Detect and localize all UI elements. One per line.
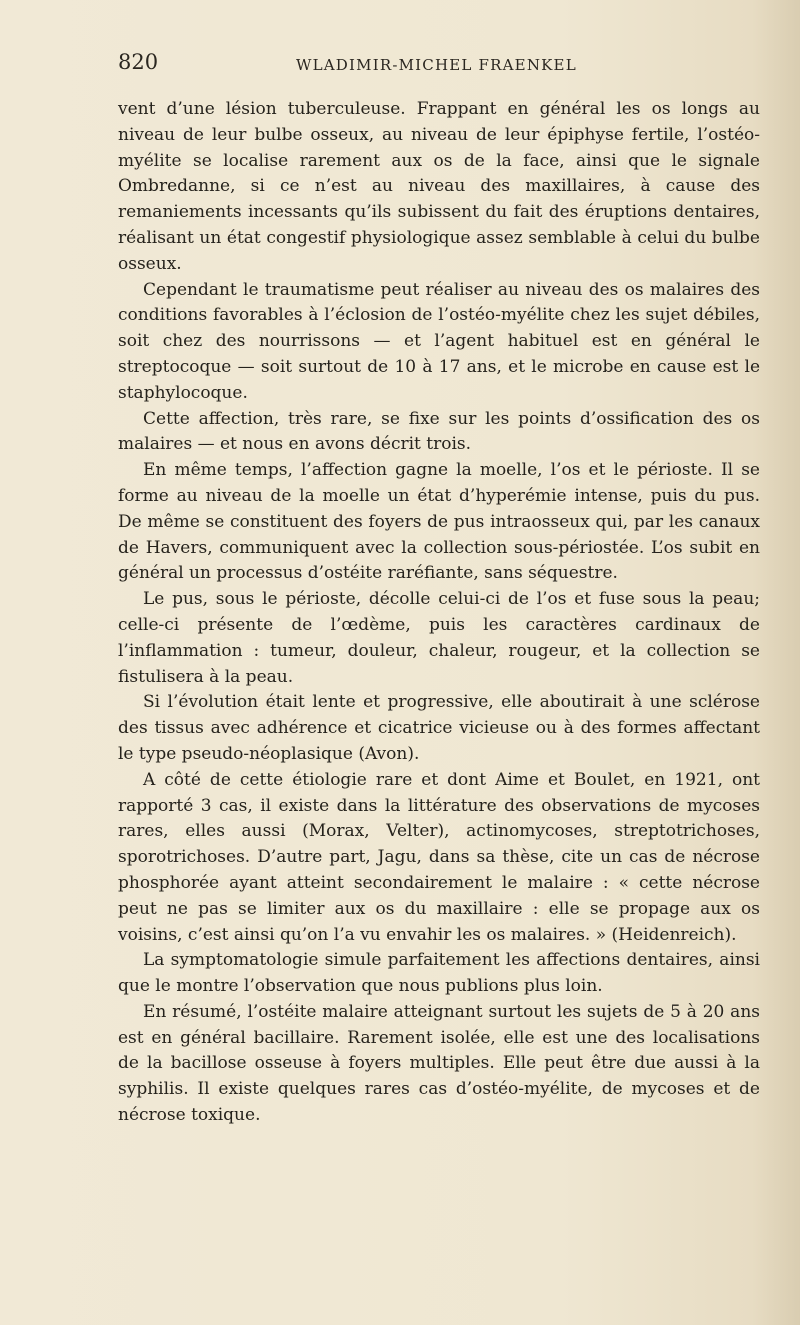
- running-head: WLADIMIR-MICHEL FRAENKEL: [296, 56, 577, 74]
- paragraph: Cette affection, très rare, se fixe sur les points d’ossification des os malaires — et nous en avons décrit trois.: [118, 408, 760, 455]
- paragraph: En même temps, l’affection gagne la moelle, l’os et le périoste. Il se forme au niveau de la moelle un état d’hyperémie intense, puis du pus. De même se constituent des foyers de pus intraosseux qui, par les canaux de Havers, communiquent avec la collection sous-périostée. L’os subit en général un processus d’ostéite raréfiante, sans séquestre.: [118, 460, 760, 584]
- paragraph: Le pus, sous le périoste, décolle celui-ci de l’os et fuse sous la peau; celle-ci présente de l’œdème, puis les caractères cardinaux de l’inflammation : tumeur, douleur, chaleur, rougeur, et la collection se fistulisera à la peau.: [118, 589, 760, 687]
- paragraph: Cependant le traumatisme peut réaliser au niveau des os malaires des conditions favorables à l’éclosion de l’ostéo-myélite chez les sujet débiles, soit chez des nourrissons — et l’agent habituel est en général le streptocoque — soit surtout de 10 à 17 ans, et le microbe en cause est le staphylocoque.: [118, 279, 760, 403]
- page-header: [118, 50, 758, 80]
- paragraph: A côté de cette étiologie rare et dont Aime et Boulet, en 1921, ont rapporté 3 cas, il existe dans la littérature des observations de mycoses rares, elles aussi (Morax, Velter), actinomycoses, streptotrichoses, sporotrichoses. D’autre part, Jagu, dans sa thèse, cite un cas de nécrose phosphorée ayant atteint secondairement le malaire : « cette nécrose peut ne pas se limiter aux os du maxillaire : elle se propage aux os voisins, c’est ainsi qu’on l’a vu envahir les os malaires. » (Heidenreich).: [118, 769, 760, 945]
- paragraph: La symptomatologie simule parfaitement les affections dentaires, ainsi que le montre l’observation que nous publions plus loin.: [118, 950, 760, 997]
- paragraph: Si l’évolution était lente et progressive, elle aboutirait à une sclérose des tissus avec adhérence et cicatrice vicieuse ou à des formes affectant le type pseudo-néoplasique (Avon).: [118, 692, 760, 764]
- body-text: [118, 97, 760, 1129]
- page-number: 820: [118, 50, 159, 74]
- paragraph: vent d’une lésion tuberculeuse. Frappant en général les os longs au niveau de leur bulbe osseux, au niveau de leur épiphyse fertile, l’ostéo-myélite se localise rarement aux os de la face, ainsi que le signale Ombredanne, si ce n’est au niveau des maxillaires, à cause des remaniements incessants qu’ils subissent du fait des éruptions dentaires, réalisant un état congestif physiologique assez semblable à celui du bulbe osseux.: [118, 99, 760, 274]
- paragraph: En résumé, l’ostéite malaire atteignant surtout les sujets de 5 à 20 ans est en général bacillaire. Rarement isolée, elle est une des localisations de la bacillose osseuse à foyers multiples. Elle peut être due aussi à la syphilis. Il existe quelques rares cas d’ostéo-myélite, de mycoses et de nécrose toxique.: [118, 1001, 760, 1126]
